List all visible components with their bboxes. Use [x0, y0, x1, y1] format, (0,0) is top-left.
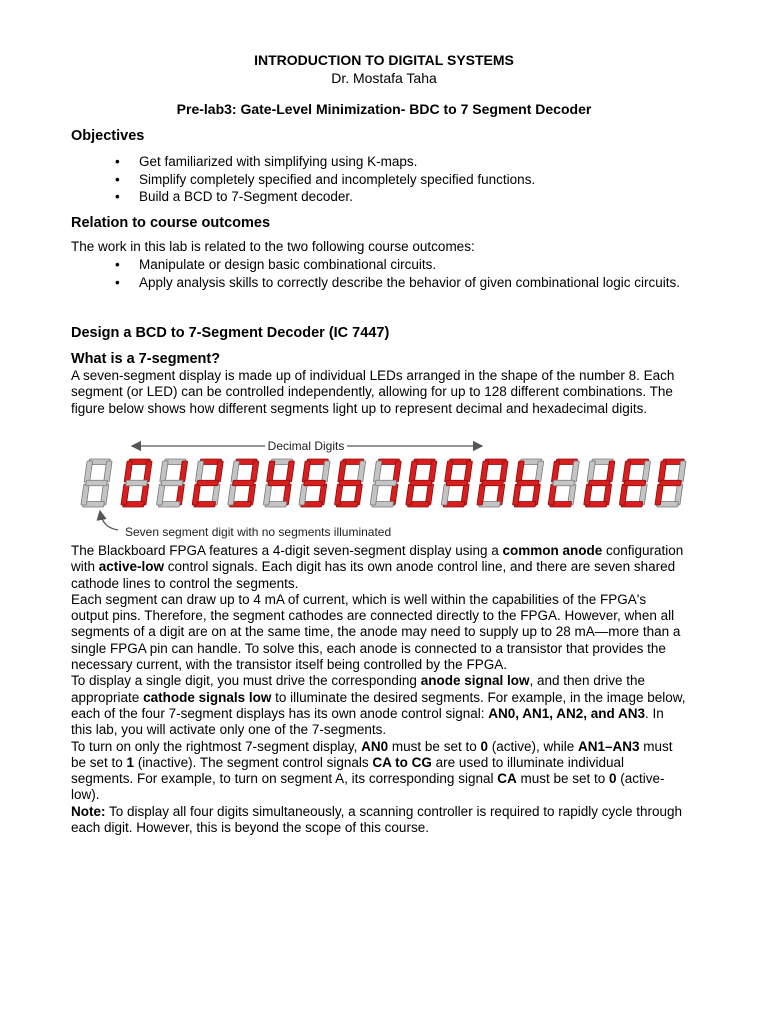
bold-term: AN0: [361, 738, 389, 754]
text-line: [71, 771, 711, 787]
objectives-list: [139, 153, 535, 206]
segment-g: [86, 480, 108, 486]
text-run: control signals. Each digit has its own anode control line, and there are seven shared: [164, 559, 676, 575]
note-label: Note:: [71, 803, 106, 819]
segment-g: [482, 480, 504, 486]
segment-g: [126, 480, 148, 486]
digit-C: [548, 459, 580, 507]
text-line: [71, 690, 711, 706]
text-line: [71, 559, 711, 575]
fpga-paragraph: [71, 543, 711, 836]
list-item: • Simplify completely specified and incompletely specified functions.: [139, 171, 535, 189]
digit-F: [655, 459, 687, 507]
text-run: to illuminate the desired segments. For example, in the image below,: [271, 689, 686, 705]
what-heading: What is a 7-segment?: [71, 351, 221, 367]
digit-d: [583, 459, 615, 507]
text-run: appropriate: [71, 689, 144, 705]
text-line: segment (or LED) can be controlled independently, allowing for up to 128 different combinations. The: [71, 384, 673, 400]
text-run: (active), while: [487, 738, 579, 754]
digit-2: [192, 459, 224, 507]
text-run: with: [71, 559, 99, 575]
segment-f: [124, 461, 132, 482]
list-item: • Manipulate or design basic combinational circuits.: [139, 256, 680, 274]
segment-f: [551, 461, 559, 482]
digit-9: [441, 459, 473, 507]
text-line: [71, 543, 711, 559]
segment-g: [446, 480, 468, 486]
text-line: [71, 755, 711, 771]
text-run: The Blackboard FPGA features a 4-digit seven-segment display using a: [71, 543, 503, 558]
bold-term: 0: [609, 771, 617, 787]
text-line: necessary current, with the transistor itself being controlled by the FPGA.: [71, 657, 507, 673]
text-run: configuration: [602, 543, 684, 558]
digit-E: [619, 459, 651, 507]
segment-f: [445, 461, 453, 482]
text-run: To display a single digit, you must drive the corresponding: [71, 673, 421, 689]
segment-g: [339, 480, 361, 486]
digit-1: [156, 459, 188, 507]
digit-0: [121, 459, 153, 507]
digit-6: [334, 459, 366, 507]
text-run: must: [639, 738, 673, 754]
segment-g: [410, 480, 432, 486]
bold-term: AN1–AN3: [578, 738, 640, 754]
seven-segment-intro: [71, 368, 711, 417]
text-line: A seven-segment display is made up of individual LEDs arranged in the shape of the number 8. Each: [71, 368, 675, 383]
segment-g: [197, 480, 219, 486]
text-line: [71, 673, 711, 689]
bold-term: active-low: [98, 559, 165, 575]
segment-f: [302, 461, 310, 482]
objectives-heading: Objectives: [71, 128, 145, 144]
text-run: must be set to: [388, 738, 481, 754]
segment-f: [516, 461, 524, 482]
relation-list: [139, 256, 680, 291]
segment-g: [517, 480, 539, 486]
segment-g: [304, 480, 326, 486]
segment-g: [232, 480, 254, 486]
segment-g: [624, 480, 646, 486]
digit-3: [227, 459, 259, 507]
author-name: Dr. Mostafa Taha: [331, 70, 437, 86]
text-run: segments. For example, to turn on segment A, its corresponding signal: [71, 771, 498, 787]
text-line: [71, 804, 711, 820]
text-run: each of the four 7-segment displays has its own anode control signal:: [71, 705, 489, 721]
bold-term: 1: [126, 754, 135, 770]
digit-b: [512, 459, 544, 507]
text-line: figure below shows how different segments light up to represent decimal and hexadecimal digits.: [71, 400, 648, 416]
text-line: this lab, you will activate only one of the 7-segments.: [71, 722, 387, 738]
text-line: segments of a digit are on at the same time, the anode may need to supply up to 28 mA—more than a: [71, 624, 681, 640]
text-run: must be set to: [516, 771, 610, 787]
segment-f: [231, 461, 239, 482]
text-run: . In: [645, 705, 664, 721]
segment-f: [409, 461, 417, 482]
list-item: • Get familiarized with simplifying using K-maps.: [139, 153, 535, 171]
relation-heading: Relation to course outcomes: [71, 215, 271, 231]
decimal-digits-label: Decimal Digits: [267, 439, 345, 453]
segment-f: [338, 461, 346, 482]
design-heading: Design a BCD to 7-Segment Decoder (IC 7447): [71, 325, 390, 341]
digit-7: [370, 459, 402, 507]
seven-segment-figure: [0, 432, 768, 544]
digit-5: [299, 459, 331, 507]
segment-g: [588, 480, 610, 486]
bold-term: AN0, AN1, AN2, and AN3: [488, 705, 646, 721]
text-line: cathode lines to control the segments.: [71, 575, 299, 591]
segment-f: [160, 461, 168, 482]
segment-f: [84, 461, 92, 482]
text-run: be set to: [71, 754, 127, 770]
relation-intro: The work in this lab is related to the two following course outcomes:: [71, 239, 475, 254]
text-line: Each segment can draw up to 4 mA of current, which is well within the capabilities of the FPGA's: [71, 591, 647, 607]
text-run: (inactive). The segment control signals: [134, 754, 373, 770]
segment-f: [373, 461, 381, 482]
document-title: INTRODUCTION TO DIGITAL SYSTEMS: [254, 52, 514, 68]
digit-A: [477, 459, 509, 507]
digit-row: [81, 459, 687, 507]
text-line: low).: [71, 787, 100, 803]
segment-f: [623, 461, 631, 482]
segment-f: [587, 461, 595, 482]
bold-term: common anode: [502, 543, 603, 558]
segment-g: [553, 480, 575, 486]
text-run: (active-: [616, 771, 665, 787]
segment-g: [660, 480, 682, 486]
figure-caption: Seven segment digit with no segments illuminated: [125, 525, 392, 539]
text-line: [71, 706, 711, 722]
text-run: , and then drive the: [529, 673, 646, 689]
text-run: are used to illuminate individual: [431, 754, 625, 770]
unlit-digit: [81, 459, 113, 507]
segment-f: [267, 461, 275, 482]
caption-arrow: [100, 511, 118, 530]
bold-term: CA: [497, 771, 517, 787]
bold-term: 0: [480, 738, 488, 754]
list-item: • Build a BCD to 7-Segment decoder.: [139, 188, 535, 206]
text-line: single FPGA pin can handle. To solve this, each anode is connected to a transistor that provides the: [71, 640, 666, 656]
segment-g: [161, 480, 183, 486]
digit-4: [263, 459, 295, 507]
segment-f: [480, 461, 488, 482]
text-line: output pins. Therefore, the segment cathodes are connected directly to the FPGA. However, when all: [71, 608, 675, 624]
document-subtitle: Pre-lab3: Gate-Level Minimization- BDC to 7 Segment Decoder: [176, 101, 592, 117]
list-item: • Apply analysis skills to correctly describe the behavior of given combinational logic circuits.: [139, 274, 680, 292]
segment-f: [658, 461, 666, 482]
digit-8: [405, 459, 437, 507]
segment-g: [268, 480, 290, 486]
bold-term: cathode signals low: [143, 689, 272, 705]
text-line: [71, 739, 711, 755]
bold-term: CA to CG: [372, 754, 432, 770]
text-line: each digit. However, this is beyond the scope of this course.: [71, 820, 429, 836]
text-run: To turn on only the rightmost 7-segment display,: [71, 738, 362, 754]
text-run: To display all four digits simultaneously, a scanning controller is required to rapidly cycle through: [105, 803, 683, 819]
segment-f: [195, 461, 203, 482]
bold-term: anode signal low: [420, 673, 530, 689]
segment-g: [375, 480, 397, 486]
